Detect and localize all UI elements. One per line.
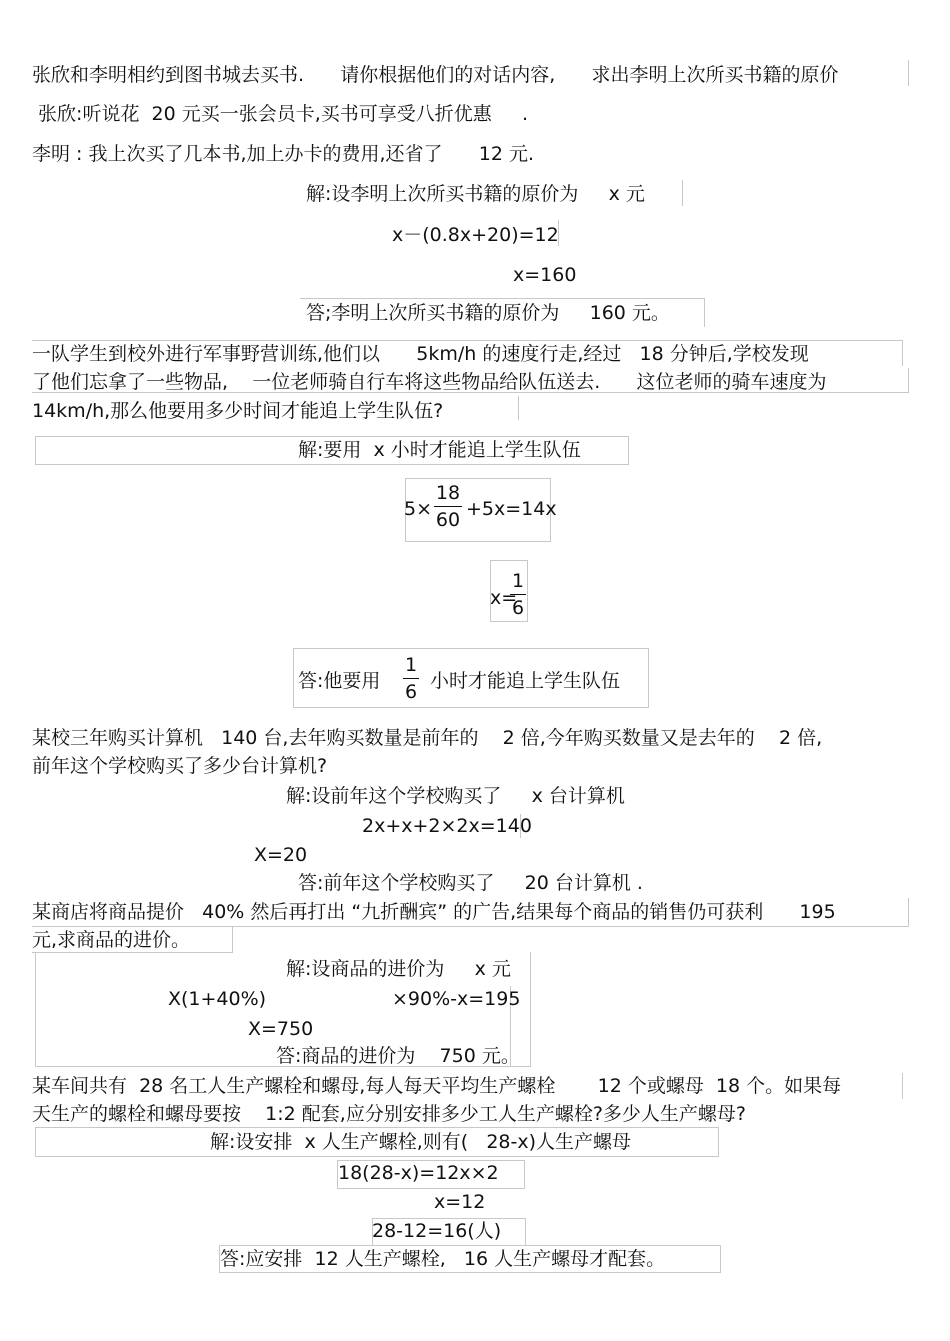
problem-3-result: X=20	[254, 844, 308, 866]
fraction-denominator: 6	[511, 597, 525, 619]
fraction-bar	[510, 594, 526, 595]
fraction-denominator: 6	[404, 681, 418, 703]
problem-1-equation: x－(0.8x+20)=12	[392, 224, 559, 246]
problem-3-equation: 2x+x+2×2x=140	[362, 815, 532, 837]
problem-4-answer: 答:商品的进价为 750 元。	[276, 1045, 520, 1067]
fraction-denominator: 60	[435, 509, 461, 531]
problem-2-question-line-3: 14km/h,那么他要用多少时间才能追上学生队伍?	[32, 400, 444, 422]
problem-5-second-result: 28-12=16(人)	[372, 1220, 502, 1242]
problem-2-equation-suffix: +5x=14x	[466, 498, 557, 520]
problem-5-equation: 18(28-x)=12x×2	[338, 1162, 499, 1184]
problem-5-solution-setup: 解:设安排 x 人生产螺栓,则有( 28-x)人生产螺母	[210, 1131, 632, 1153]
problem-1-solution-setup: 解:设李明上次所买书籍的原价为 x 元	[306, 183, 645, 205]
fraction	[510, 570, 526, 619]
frame-line	[682, 180, 683, 206]
problem-5-question-line-1: 某车间共有 28 名工人生产螺栓和螺母,每人每天平均生产螺栓 12 个或螺母 18 个。如果每	[32, 1075, 842, 1097]
problem-3-question-line-2: 前年这个学校购买了多少台计算机?	[32, 755, 328, 777]
problem-4-result: X=750	[248, 1018, 314, 1040]
problem-4-equation-right: ×90%-x=195	[392, 988, 521, 1010]
problem-2-solution-setup: 解:要用 x 小时才能追上学生队伍	[298, 439, 581, 461]
problem-2-question-line-1: 一队学生到校外进行军事野营训练,他们以 5km/h 的速度行走,经过 18 分钟后,学校发现	[32, 343, 809, 365]
fraction	[403, 654, 419, 703]
problem-3-answer: 答:前年这个学校购买了 20 台计算机 .	[298, 872, 643, 894]
problem-2-equation-prefix: 5×	[404, 498, 433, 520]
problem-4-solution-setup: 解:设商品的进价为 x 元	[286, 958, 511, 980]
problem-1-question-line-1: 张欣和李明相约到图书城去买书. 请你根据他们的对话内容, 求出李明上次所买书籍的原价	[32, 64, 839, 86]
problem-5-answer: 答:应安排 12 人生产螺栓, 16 人生产螺母才配套。	[220, 1248, 666, 1270]
problem-3-question-line-1: 某校三年购买计算机 140 台,去年购买数量是前年的 2 倍,今年购买数量又是去年的 2 倍,	[32, 727, 823, 749]
problem-2-answer-prefix: 答:他要用	[298, 670, 381, 692]
problem-1-answer: 答;李明上次所买书籍的原价为 160 元。	[306, 302, 670, 324]
problem-2-result-prefix: x=	[490, 587, 518, 609]
problem-4-equation-left: X(1+40%)	[168, 988, 267, 1010]
problem-4-question-line-2: 元,求商品的进价。	[32, 929, 191, 951]
fraction-bar	[434, 506, 462, 507]
frame-line	[518, 396, 519, 420]
problem-4-question-line-1: 某商店将商品提价 40% 然后再打出 “九折酬宾” 的广告,结果每个商品的销售仍可获利 195	[32, 901, 836, 923]
problem-2-question-line-2: 了他们忘拿了一些物品, 一位老师骑自行车将这些物品给队伍送去. 这位老师的骑车速度为	[32, 371, 827, 393]
fraction-numerator: 1	[511, 570, 525, 592]
problem-1-question-line-3: 李明 : 我上次买了几本书,加上办卡的费用,还省了 12 元.	[32, 143, 535, 165]
problem-5-result: x=12	[434, 1191, 486, 1213]
problem-2-answer-suffix: 小时才能追上学生队伍	[430, 670, 621, 692]
fraction-bar	[403, 678, 419, 679]
problem-1-result: x=160	[513, 264, 577, 286]
fraction	[434, 482, 462, 531]
problem-3-solution-setup: 解:设前年这个学校购买了 x 台计算机	[286, 785, 625, 807]
problem-5-question-line-2: 天生产的螺栓和螺母要按 1:2 配套,应分别安排多少工人生产螺栓?多少人生产螺母?	[32, 1103, 746, 1125]
fraction-numerator: 18	[435, 482, 461, 504]
problem-1-question-line-2: 张欣:听说花 20 元买一张会员卡,买书可享受八折优惠 .	[32, 103, 529, 125]
fraction-numerator: 1	[404, 654, 418, 676]
